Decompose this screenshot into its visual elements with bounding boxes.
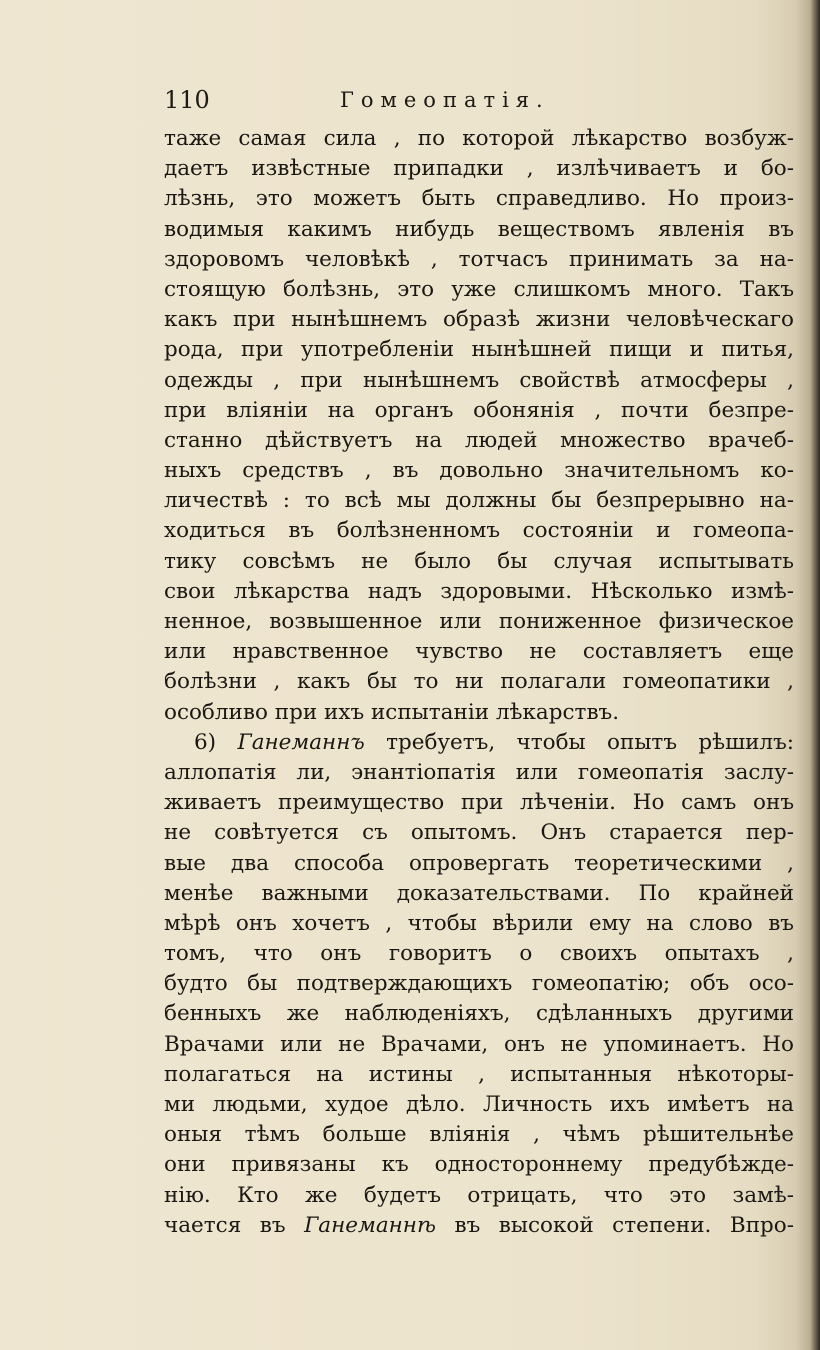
text-line: при вліяніи на органъ обонянія , почти безпре- bbox=[164, 397, 794, 423]
paragraph-number: 6) bbox=[194, 729, 238, 755]
text-line: стоящую болѣзнь, это уже слишкомъ много. Такъ bbox=[164, 276, 794, 302]
text-line: даетъ извѣстные припадки , излѣчиваетъ и бо- bbox=[164, 156, 794, 182]
author-name-italic: Ганеманнъ bbox=[237, 729, 365, 755]
text-fragment: въ высокой степени. Впро- bbox=[435, 1212, 794, 1238]
text-line: лѣзнь, это можетъ быть справедливо. Но произ- bbox=[164, 186, 794, 212]
body-text bbox=[164, 124, 794, 1241]
text-line: таже самая сила , по которой лѣкарство возбуж- bbox=[164, 126, 794, 151]
text-line: одежды , при нынѣшнемъ свойствѣ атмосферы , bbox=[164, 367, 794, 393]
text-line: будто бы подтверждающихъ гомеопатію; объ осо- bbox=[164, 971, 794, 997]
text-line: полагаться на истины , испытанныя нѣкоторы- bbox=[164, 1061, 794, 1087]
text-line: какъ при нынѣшнемъ образѣ жизни человѣческаго bbox=[164, 307, 794, 333]
text-line: не совѣтуется съ опытомъ. Онъ старается пер- bbox=[164, 820, 794, 846]
page-header bbox=[164, 86, 614, 118]
paragraph-start-line bbox=[164, 728, 794, 758]
text-line: бенныхъ же наблюденіяхъ, сдѣланныхъ другими bbox=[164, 1001, 794, 1027]
text-line: болѣзни , какъ бы то ни полагали гомеопатики , bbox=[164, 669, 794, 695]
text-line: рода, при употребленіи нынѣшней пищи и питья, bbox=[164, 337, 794, 363]
text-fragment: требуетъ, чтобы опытъ рѣшилъ: bbox=[364, 729, 794, 755]
text-line: аллопатія ли, энантіопатія или гомеопатія заслу- bbox=[164, 759, 794, 785]
text-line: мѣрѣ онъ хочетъ , чтобы вѣрили ему на слово въ bbox=[164, 910, 794, 936]
author-name-italic: Ганеманнѣ bbox=[304, 1212, 436, 1238]
text-line: оныя тѣмъ больше вліянія , чѣмъ рѣшительнѣе bbox=[164, 1122, 794, 1148]
running-head: Гомеопатія. bbox=[340, 88, 550, 112]
text-line: менѣе важными доказательствами. По крайней bbox=[164, 880, 794, 906]
text-line: ми людьми, худое дѣло. Личность ихъ имѣетъ на bbox=[164, 1092, 794, 1117]
text-line-paragraph-end: особливо при ихъ испытаніи лѣкарствъ. bbox=[164, 699, 620, 725]
text-line: ходиться въ болѣзненномъ состояніи и гомеопа- bbox=[164, 518, 794, 544]
text-line: личествѣ : то всѣ мы должны бы безпрерывно на- bbox=[164, 488, 794, 514]
text-line: здоровомъ человѣкѣ , тотчасъ принимать за на- bbox=[164, 246, 794, 272]
text-line: живаетъ преимущество при лѣченіи. Но самъ онъ bbox=[164, 790, 794, 816]
text-line: они привязаны къ одностороннему предубѣжде- bbox=[164, 1152, 794, 1178]
text-line: ныхъ средствъ , въ довольно значительномъ ко- bbox=[164, 458, 794, 484]
text-line: тику совсѣмъ не было бы случая испытывать bbox=[164, 548, 794, 574]
text-fragment: чается въ bbox=[164, 1212, 305, 1238]
page-edge-shadow bbox=[810, 0, 820, 1350]
text-line: вые два способа опровергать теоретическими , bbox=[164, 850, 794, 876]
text-line: ненное, возвышенное или пониженное физическое bbox=[164, 609, 794, 634]
text-line: или нравственное чувство не составляетъ еще bbox=[164, 639, 794, 665]
text-line: томъ, что онъ говоритъ о своихъ опытахъ , bbox=[164, 941, 794, 967]
text-line: водимыя какимъ нибудь веществомъ явленія въ bbox=[164, 216, 794, 242]
text-line-with-italic bbox=[164, 1211, 794, 1241]
text-line: свои лѣкарства надъ здоровыми. Нѣсколько измѣ- bbox=[164, 578, 794, 604]
page-number: 110 bbox=[164, 86, 210, 114]
text-line: нію. Кто же будетъ отрицать, что это замѣ- bbox=[164, 1182, 794, 1208]
text-line: станно дѣйствуетъ на людей множество врачеб- bbox=[164, 427, 794, 453]
text-line: Врачами или не Врачами, онъ не упоминаетъ. Но bbox=[164, 1031, 794, 1057]
